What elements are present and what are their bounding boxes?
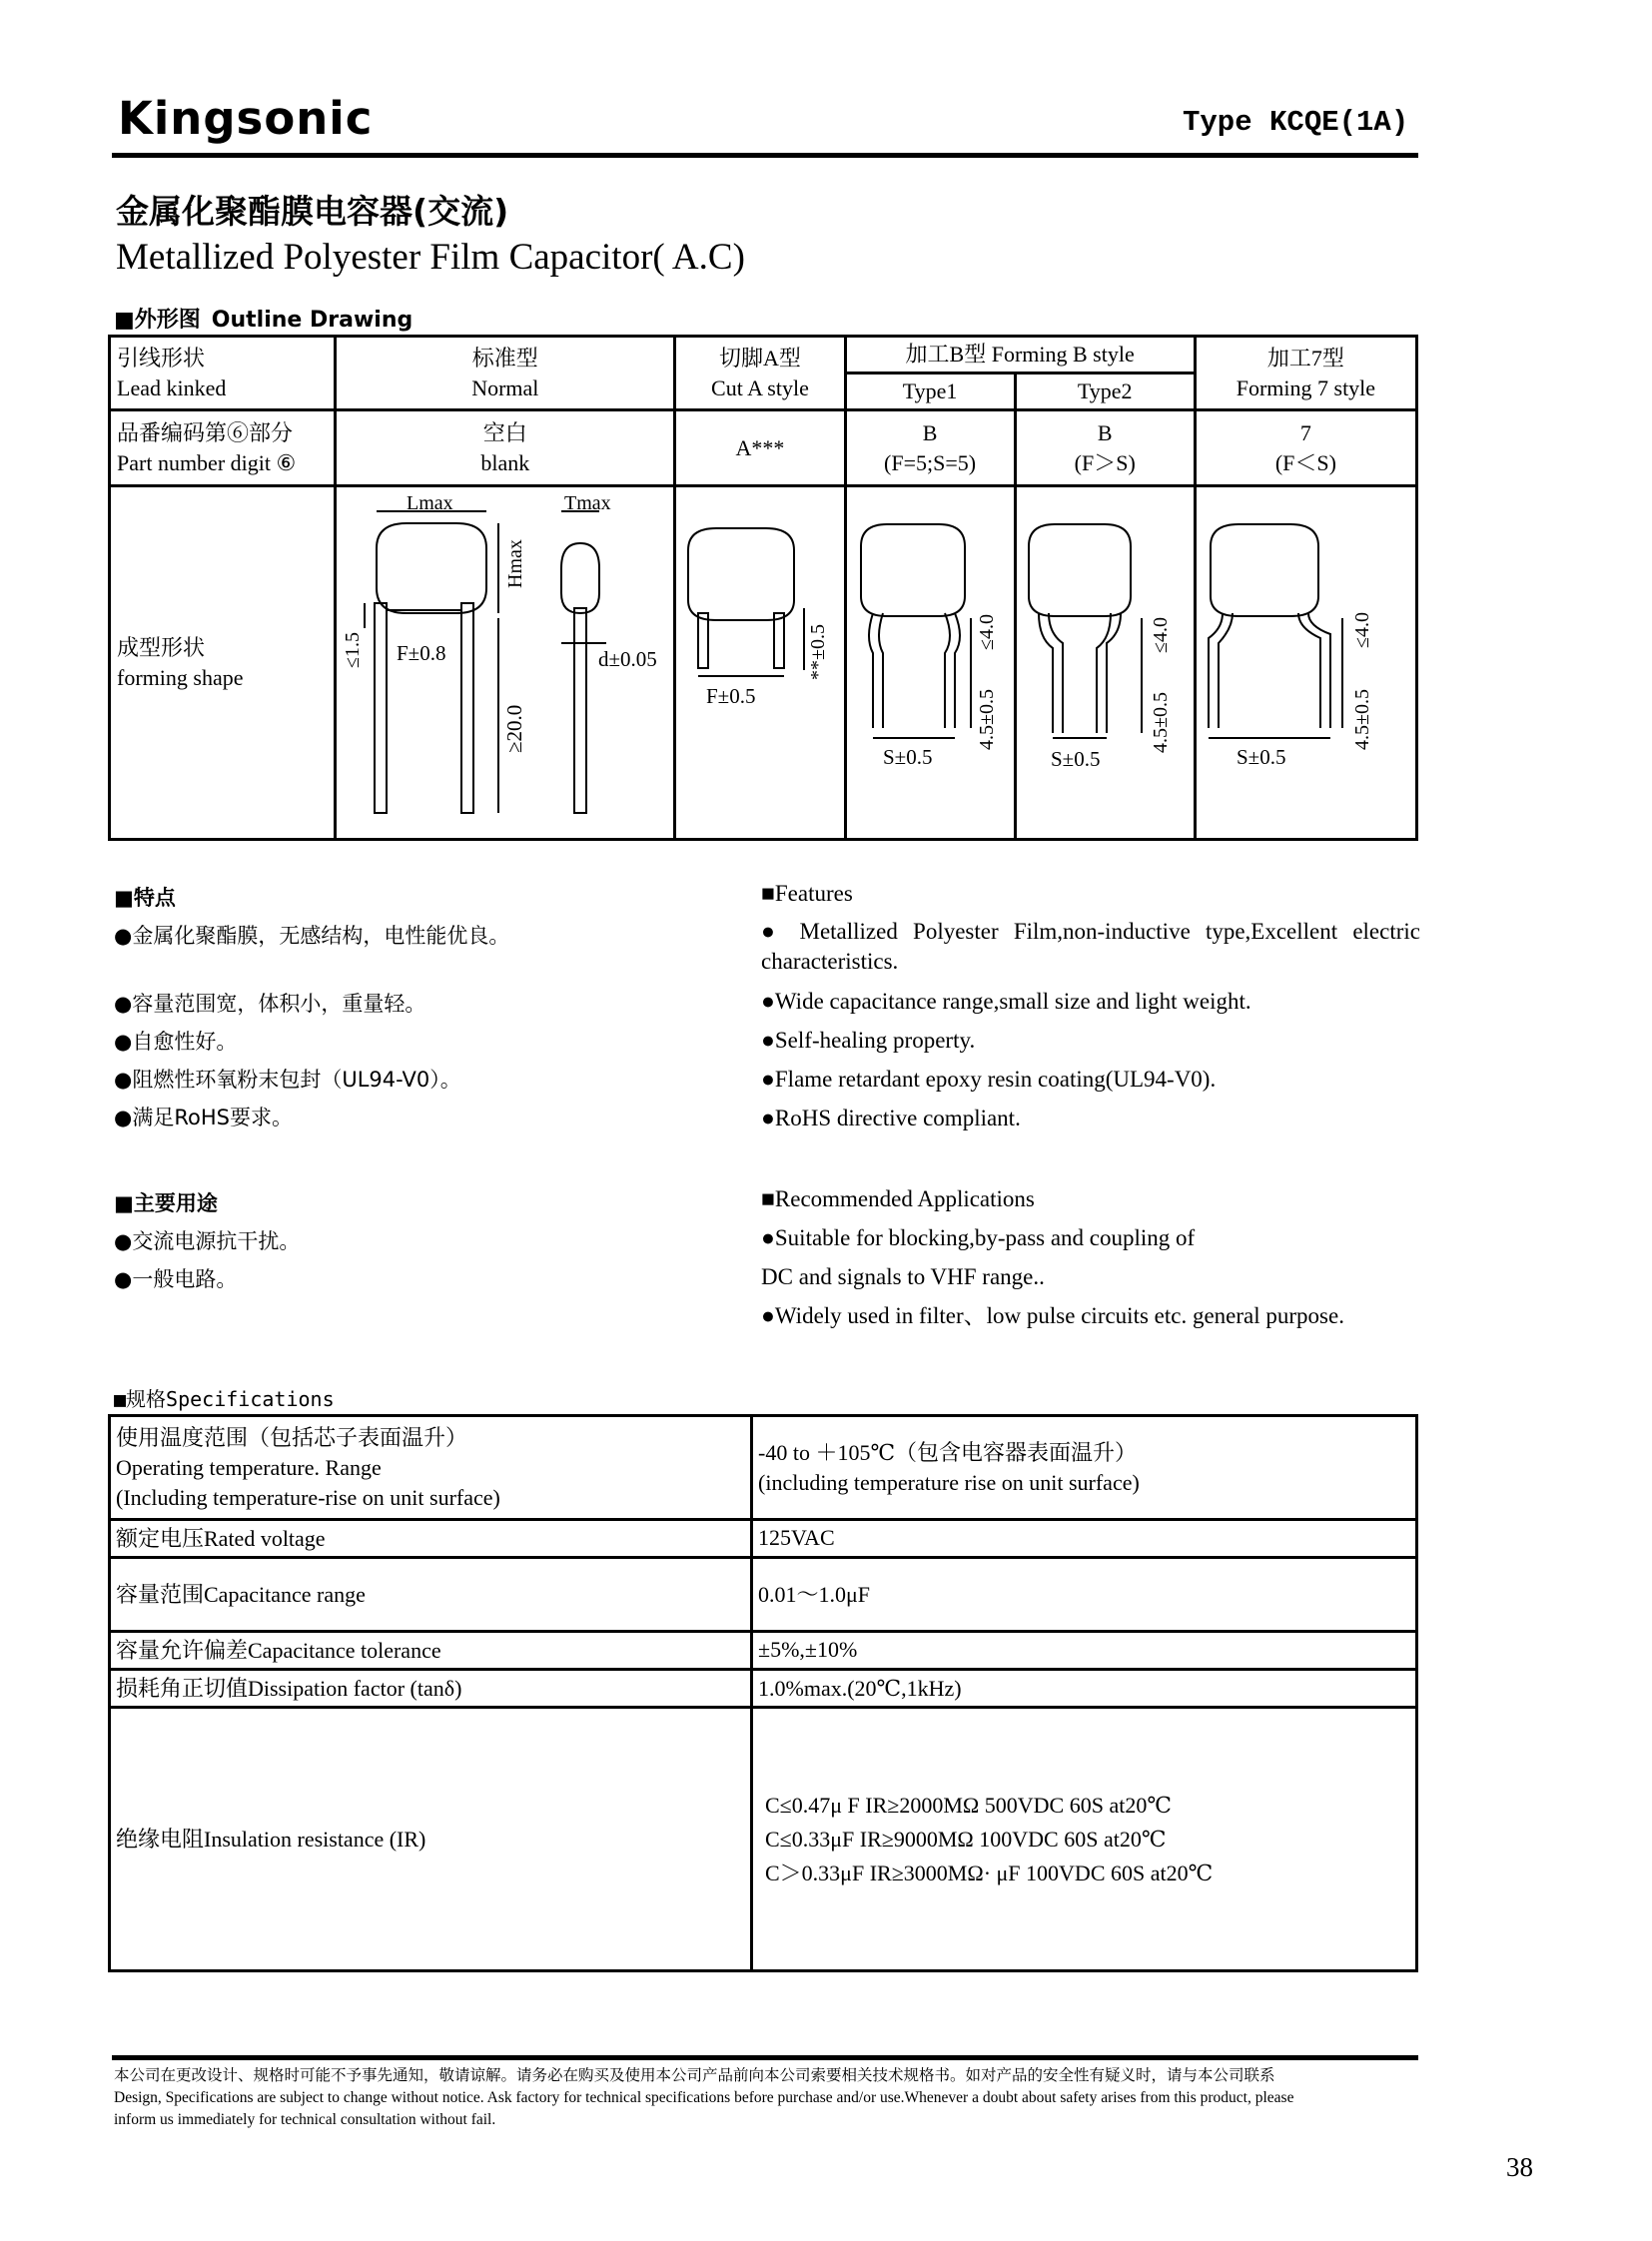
features-cn-item: ●容量范围宽，体积小，重量轻。 [114,992,426,1016]
blank-en: blank [480,449,530,475]
footer-line-en1: Design, Specifications are subject to change without notice. Ask factory for technical specifications before purchase and/or use.Whenever a doubt about safety arises from this product, please [114,2089,1294,2106]
normal-body-front [377,523,486,613]
applications-en-heading: ■Recommended Applications [761,1186,1035,1211]
lead-kinked-label [110,337,336,410]
f08-text: F±0.8 [397,640,446,665]
features-en-item1-line1: ● Metallized Polyester Film,non-inductive type,Excellent electric [761,919,1420,944]
type2-h45-text: 4.5±0.5 [1149,691,1172,753]
b1-letter: B [922,419,938,445]
features-cn [114,879,733,1136]
spec-temp-en2: (Including temperature-rise on unit surface) [116,1484,500,1510]
spec-value-capacitance: 0.01～1.0μF [752,1558,1417,1632]
s7-code [1195,410,1416,486]
type1-le40-text: ≤4.0 [975,613,998,650]
spec-value-insulation [752,1708,1417,1971]
type1-capacitor-drawing [847,488,1007,838]
forming-shape-label [110,486,336,840]
part-digit-label [110,410,336,486]
spec-temp-cn: 使用温度范围（包括芯子表面温升） [116,1424,468,1450]
features-cn-item: ●金属化聚酯膜，无感结构，电性能优良。 [114,924,510,948]
spec-value-voltage: 125VAC [752,1520,1417,1558]
lmax-text: Lmax [407,491,453,514]
features-cn-heading: ■特点 [114,886,176,910]
applications-en-item1-line1: ●Suitable for blocking,by-pass and coupling of [761,1225,1196,1250]
spec-label-temp [110,1416,752,1520]
spec-temp-en: Operating temperature. Range [116,1454,382,1480]
normal-cn: 标准型 [471,345,538,371]
spec-ir-line3: C＞0.33μF IR≥3000MΩ· μF 100VDC 60S at20℃ [765,1860,1214,1885]
outline-table [108,335,1418,841]
form7-lead-left [1209,613,1233,728]
form7-capacitor-drawing [1197,488,1408,838]
header-rule [112,153,1418,158]
cut-header [675,337,845,410]
form7-en: Forming 7 style [1236,374,1376,400]
specs-table [108,1414,1418,1972]
footer-line-en2: inform us immediately for technical consultation without fail. [114,2111,496,2128]
type2-lead-left [1039,613,1063,733]
spec-value-dissipation: 1.0%max.(20℃,1kHz) [752,1670,1417,1708]
cut-star-text: **±0.5 [807,623,830,680]
features-en-item: ●Wide capacitance range,small size and light weight. [761,989,1251,1014]
cut-lead-left [698,613,708,668]
spec-label-capacitance: 容量范围Capacitance range [110,1558,752,1632]
form7-lead-right [1298,613,1330,728]
cut-cn: 切脚A型 [718,345,801,371]
title-en: Metallized Polyester Film Capacitor( A.C) [116,237,745,278]
cut-code: A*** [675,410,845,486]
cut-capacitor-drawing [676,488,836,838]
form7-h45-text: 4.5±0.5 [1350,688,1373,750]
spec-label-voltage: 额定电压Rated voltage [110,1520,752,1558]
normal-header [336,337,675,410]
type1-lead-right [945,613,960,728]
features-en-item: ●Self-healing property. [761,1028,976,1053]
features-en-heading: ■Features [761,881,853,906]
outline-label-cn: ■外形图 [114,308,201,333]
type2-drawing-cell [1015,486,1195,840]
cut-lead-right [774,613,784,668]
blank-cn: 空白 [482,419,527,445]
features-en [761,879,1420,1133]
footer-notice [114,2065,1422,2131]
b1-code [845,410,1015,486]
spec-ir-line2: C≤0.33μF IR≥9000MΩ 100VDC 60S at20℃ [765,1826,1167,1852]
features-cn-item: ●自愈性好。 [114,1030,238,1054]
spec-label-dissipation: 损耗角正切值Dissipation factor (tanδ) [110,1670,752,1708]
form7-drawing-cell [1195,486,1416,840]
title-cn: 金属化聚酯膜电容器(交流) [116,192,509,231]
spec-value-tolerance: ±5%,±10% [752,1632,1417,1670]
applications-cn-heading: ■主要用途 [114,1191,218,1215]
lead-kinked-cn: 引线形状 [117,345,206,371]
cut-body [688,528,794,620]
features-cn-item: ●阻燃性环氧粉末包封（UL94-V0）。 [114,1068,461,1092]
brand-logo: Kingsonic [118,92,374,145]
form7-s05-text: S±0.5 [1236,744,1286,769]
b2-sub: (F＞S) [1074,449,1136,475]
spec-temp-value2: (including temperature rise on unit surface) [758,1469,1140,1495]
features-en-item1-line2: characteristics. [761,949,899,974]
applications-en [761,1184,1420,1331]
specs-heading: ■规格Specifications [114,1387,335,1411]
form7-header [1195,337,1416,410]
b2-letter: B [1097,419,1113,445]
normal-en: Normal [471,374,539,400]
type1-s05-text: S±0.5 [882,744,932,769]
cut-f05-text: F±0.5 [706,683,756,708]
type-code: Type KCQE(1A) [1183,106,1409,139]
type1-h45-text: 4.5±0.5 [975,688,998,750]
lead-side [574,608,586,813]
type2-body [1029,524,1131,616]
cut-drawing-cell [675,486,845,840]
lead-left [375,603,387,813]
cut-en: Cut A style [711,374,809,400]
applications-en-item2: ●Widely used in filter、low pulse circuits etc. general purpose. [761,1303,1344,1328]
type2-capacitor-drawing [1017,488,1187,838]
b2-code [1015,410,1195,486]
forming-shape-cn: 成型形状 [117,634,206,660]
form7-cn: 加工7型 [1266,345,1344,371]
spec-label-tolerance: 容量允许偏差Capacitance tolerance [110,1632,752,1670]
applications-cn [114,1184,733,1298]
page-number: 38 [1506,2152,1533,2182]
type2-le40-text: ≤4.0 [1149,616,1172,653]
blank-cell [336,410,675,486]
s7-sub: (F＜S) [1274,449,1336,475]
normal-drawing-cell [336,486,675,840]
s7-digit: 7 [1299,419,1311,445]
forming-shape-en: forming shape [117,664,244,690]
ge20-text: ≥20.0 [502,704,527,753]
tmax-text: Tmax [564,491,611,514]
normal-body-side [561,543,599,613]
type1-body [861,524,965,616]
applications-cn-item: ●一般电路。 [114,1267,238,1291]
spec-temp-value: -40 to ＋105℃（包含电容器表面温升） [758,1439,1138,1465]
type1-lead-left [869,613,883,728]
outline-section-label [114,303,413,334]
features-en-item: ●RoHS directive compliant. [761,1106,1021,1130]
spec-ir-line1: C≤0.47μ F IR≥2000MΩ 500VDC 60S at20℃ [765,1792,1172,1818]
form7-le40-text: ≤4.0 [1350,611,1373,648]
type2-lead-right [1097,613,1121,733]
features-cn-item: ●满足RoHS要求。 [114,1106,293,1129]
footer-line-cn: 本公司在更改设计、规格时可能不予事先通知，敬请谅解。请务必在购买及使用本公司产品前向本公司索要相关技术规格书。如对产品的安全性有疑义时，请与本公司联系 [114,2067,1275,2084]
le15-text: ≤1.5 [342,631,365,668]
type2-header: Type2 [1015,374,1195,410]
normal-capacitor-drawing [337,488,666,838]
spec-label-insulation: 绝缘电阻Insulation resistance (IR) [110,1708,752,1971]
form7-body [1211,524,1318,616]
d005-text: d±0.05 [598,646,657,671]
lead-kinked-en: Lead kinked [117,374,227,400]
applications-cn-item: ●交流电源抗干扰。 [114,1229,301,1253]
formb-header: 加工B型 Forming B style [845,337,1195,374]
spec-value-temp [752,1416,1417,1520]
applications-en-item1-line2: DC and signals to VHF range.. [761,1264,1045,1289]
type2-s05-text: S±0.5 [1050,746,1101,771]
outline-label-en: Outline Drawing [211,308,413,333]
type1-drawing-cell [845,486,1015,840]
part-digit-en: Part number digit ⑥ [117,449,297,475]
features-en-item: ●Flame retardant epoxy resin coating(UL94-V0). [761,1067,1217,1092]
lead-right [461,603,473,813]
b1-sub: (F=5;S=5) [884,449,977,475]
footer-rule [112,2055,1418,2060]
part-digit-cn: 品番编码第⑥部分 [117,419,294,445]
hmax-text: Hmax [504,538,527,588]
type1-header: Type1 [845,374,1015,410]
